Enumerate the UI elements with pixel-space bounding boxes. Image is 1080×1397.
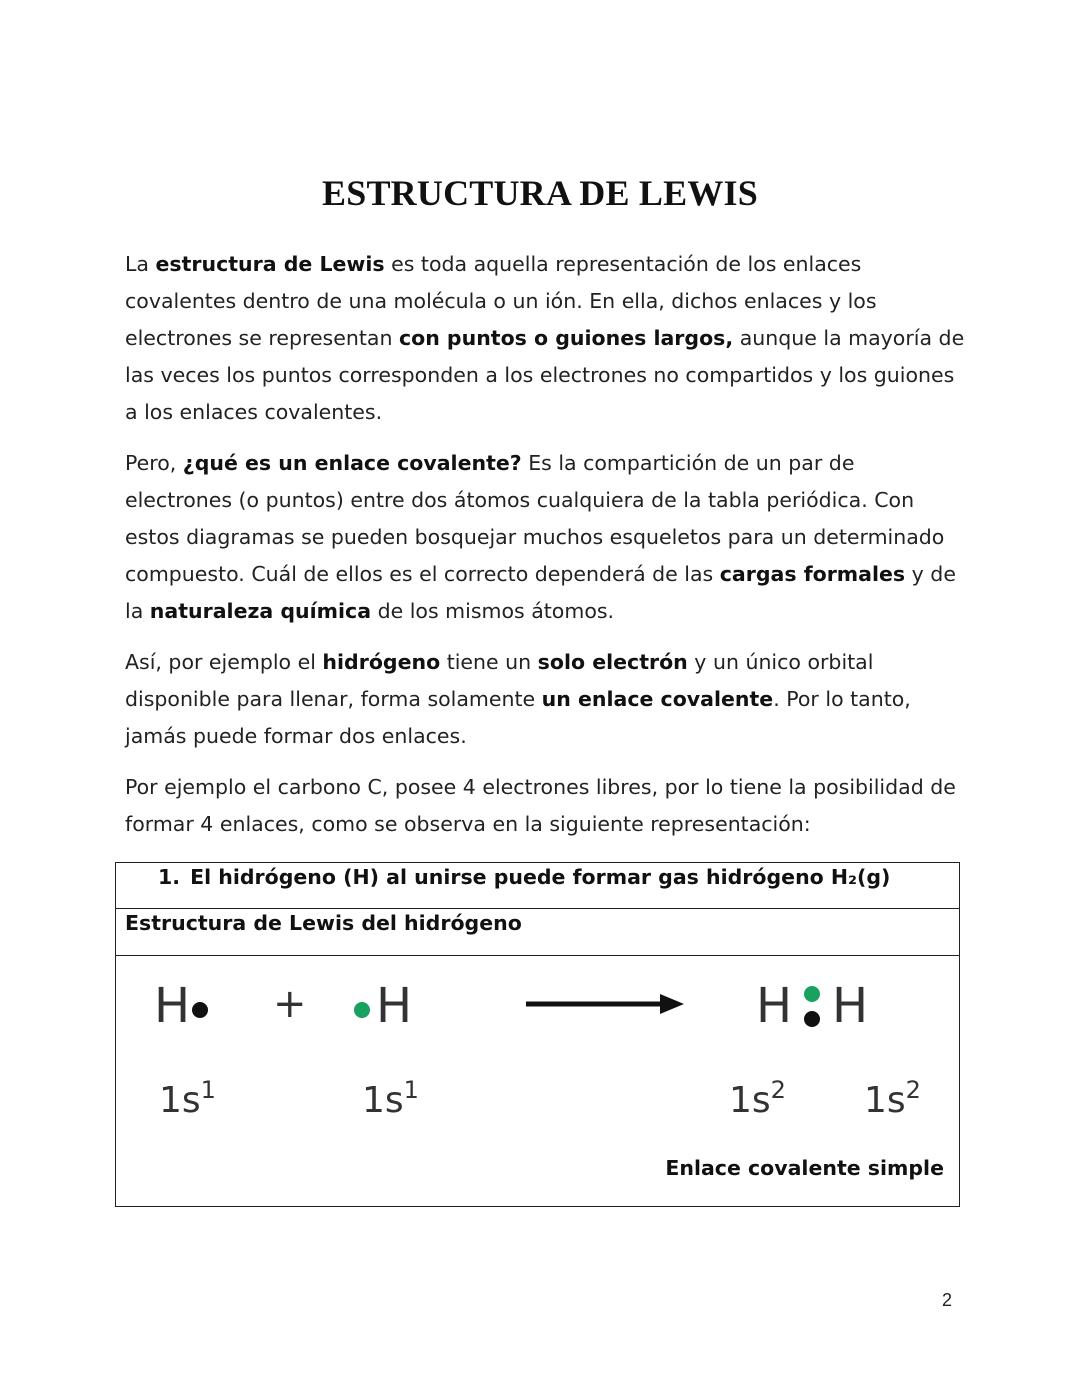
text: tiene un bbox=[440, 650, 538, 674]
bold-text: solo electrón bbox=[537, 650, 688, 674]
config-base: 1s bbox=[362, 1080, 404, 1121]
electron-dot-black bbox=[192, 1002, 208, 1018]
product-hydrogen-left: H bbox=[756, 978, 793, 1034]
config-exponent: 1 bbox=[403, 1076, 419, 1104]
text: de los mismos átomos. bbox=[371, 599, 615, 623]
text: Es la compartición de un par de electrones (o puntos) entre dos átomos cualquiera de la tabla periódica. Con estos diagramas se pueden bosquejar muchos esqueletos para un determinado compuesto. Cuál de ellos es el correcto dependerá de las bbox=[125, 451, 945, 586]
paragraph-carbon-example: Por ejemplo el carbono C, posee 4 electrones libres, por lo tiene la posibilidad de formar 4 enlaces, como se observa en la siguiente representación: bbox=[125, 775, 956, 836]
bold-text: ¿qué es un enlace covalente? bbox=[182, 451, 522, 475]
config-exponent: 2 bbox=[770, 1076, 786, 1104]
paragraph-hydrogen-example bbox=[125, 644, 965, 755]
bold-text: estructura de Lewis bbox=[155, 252, 385, 276]
bold-text: con puntos o guiones largos, bbox=[398, 326, 734, 350]
reaction-arrow-icon bbox=[526, 992, 684, 1016]
config-exponent: 1 bbox=[200, 1076, 216, 1104]
bold-text: hidrógeno bbox=[322, 650, 441, 674]
hydrogen-atom-left: H bbox=[154, 978, 191, 1034]
config-base: 1s bbox=[864, 1080, 906, 1121]
table-heading: El hidrógeno (H) al unirse puede formar gas hidrógeno H₂(g) bbox=[190, 865, 891, 889]
text: La bbox=[125, 252, 156, 276]
electron-config bbox=[729, 1078, 786, 1119]
table-subheading: Estructura de Lewis del hidrógeno bbox=[116, 909, 959, 956]
text: Pero, bbox=[125, 451, 183, 475]
table-heading-row bbox=[116, 863, 959, 909]
text: . Por lo tanto, jamás puede formar dos enlaces. bbox=[125, 687, 911, 748]
lewis-example-table bbox=[115, 862, 960, 1207]
bold-text: cargas formales bbox=[719, 562, 906, 586]
text: es toda aquella representación de los enlaces covalentes dentro de una molécula o un ión. En ella, dichos enlaces y los electrones se representan bbox=[125, 252, 877, 350]
shared-electron-green bbox=[804, 986, 820, 1002]
config-base: 1s bbox=[159, 1080, 201, 1121]
text: y de la bbox=[125, 562, 956, 623]
paragraph-covalent-bond bbox=[125, 445, 965, 630]
plus-sign: + bbox=[273, 981, 307, 1027]
page-number: 2 bbox=[942, 1290, 953, 1310]
electron-config bbox=[864, 1078, 921, 1119]
config-base: 1s bbox=[729, 1080, 771, 1121]
text: y un único orbital disponible para llenar, forma solamente bbox=[125, 650, 874, 711]
bold-text: un enlace covalente bbox=[541, 687, 774, 711]
electron-config bbox=[159, 1078, 216, 1119]
bold-text: naturaleza química bbox=[149, 599, 372, 623]
hydrogen-atom-right: H bbox=[376, 978, 413, 1034]
page-title: ESTRUCTURA DE LEWIS bbox=[322, 173, 758, 213]
electron-dot-green bbox=[354, 1002, 370, 1018]
paragraph-lewis-definition bbox=[125, 246, 965, 431]
text: Así, por ejemplo el bbox=[125, 650, 323, 674]
text: aunque la mayoría de las veces los puntos corresponden a los electrones no compartidos y los guiones a los enlaces covalentes. bbox=[125, 326, 965, 424]
list-number: 1. bbox=[158, 865, 181, 889]
shared-electron-black bbox=[804, 1011, 820, 1027]
electron-config bbox=[362, 1078, 419, 1119]
config-exponent: 2 bbox=[905, 1076, 921, 1104]
lewis-diagram bbox=[116, 956, 959, 1206]
bond-caption: Enlace covalente simple bbox=[665, 1156, 944, 1180]
product-hydrogen-right: H bbox=[832, 978, 869, 1034]
